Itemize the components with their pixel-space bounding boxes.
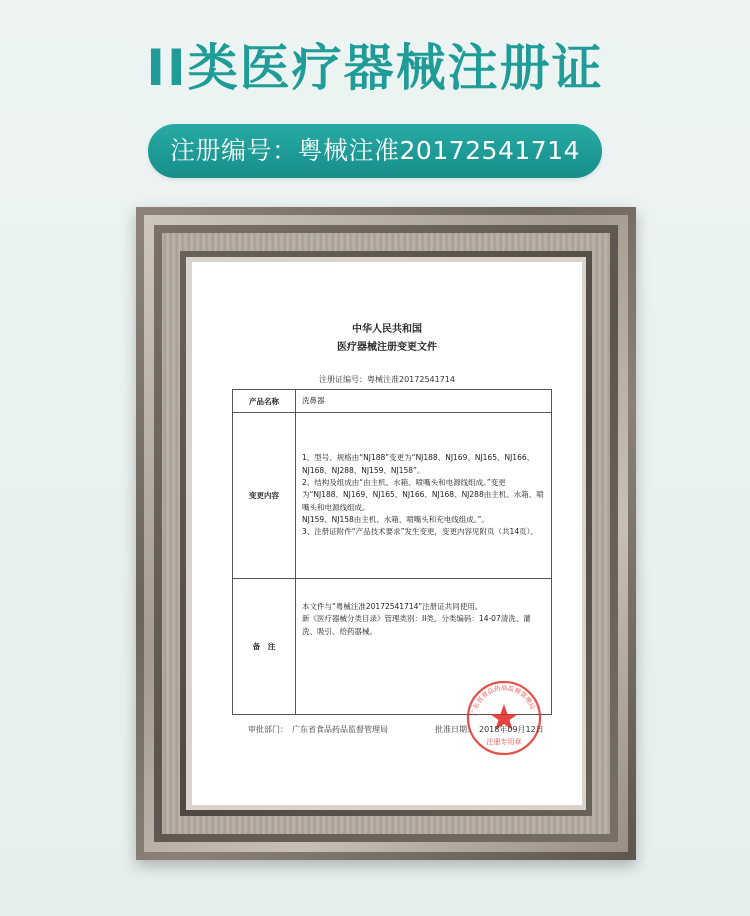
change-table [232,389,552,715]
change-item-1: 1、型号、规格由“NJ188”变更为“NJ188、NJ169、NJ165、NJ166、NJ168、NJ288、NJ159、NJ158”。 [302,453,535,475]
document-type: 医疗器械注册变更文件 [337,342,437,353]
date-label: 批准日期： [435,725,475,734]
official-seal-stamp [464,678,544,758]
product-name: 洗鼻器 [302,395,325,405]
document-reg-number: 注册证编号：粤械注准20172541714 [319,375,455,384]
remark-2: 新《医疗器械分类目录》管理类别：II类，分类编码：14-07清洗、灌洗、吸引、给药器械。 [302,614,531,636]
row-value [296,390,552,413]
row-label: 产品名称 [233,390,296,413]
table-row [233,413,552,579]
approver-name: 广东省食品药品监督管理局 [292,725,388,734]
certificate-document [192,262,582,805]
page-title: II类医疗器械注册证 [146,39,604,97]
svg-text:广东省食品药品监督管理局: 广东省食品药品监督管理局 [469,683,537,717]
row-label: 备 注 [233,579,296,715]
change-item-2: 2、结构及组成由“由主机、水箱、喷嘴头和电源线组成。”变更为“NJ188、NJ169、NJ165、NJ166、NJ168、NJ288由主机、水箱、喷嘴头和电源线组成。 [302,477,544,512]
remark-1: 本文件与“粤械注准20172541714”注册证共同使用。 [302,602,483,611]
approver-label: 审批部门： [248,725,288,734]
registration-number-badge: 注册编号：粤械注准20172541714 [148,124,602,178]
approver-block [248,724,388,735]
approval-date-block [435,724,544,735]
change-item-3: 3、注册证附件“产品技术要求”发生变更，变更内容见附页（共14页）。 [302,527,538,537]
row-label: 变更内容 [233,413,296,579]
document-country: 中华人民共和国 [352,324,422,335]
change-item-2-cont: NJ159、NJ158由主机、水箱、喷嘴头和充电线组成。”。 [302,515,489,525]
table-row [233,390,552,413]
svg-text:注册专用章: 注册专用章 [486,738,522,746]
approval-date: 2018年09月12日 [479,725,544,734]
row-value [296,413,552,579]
